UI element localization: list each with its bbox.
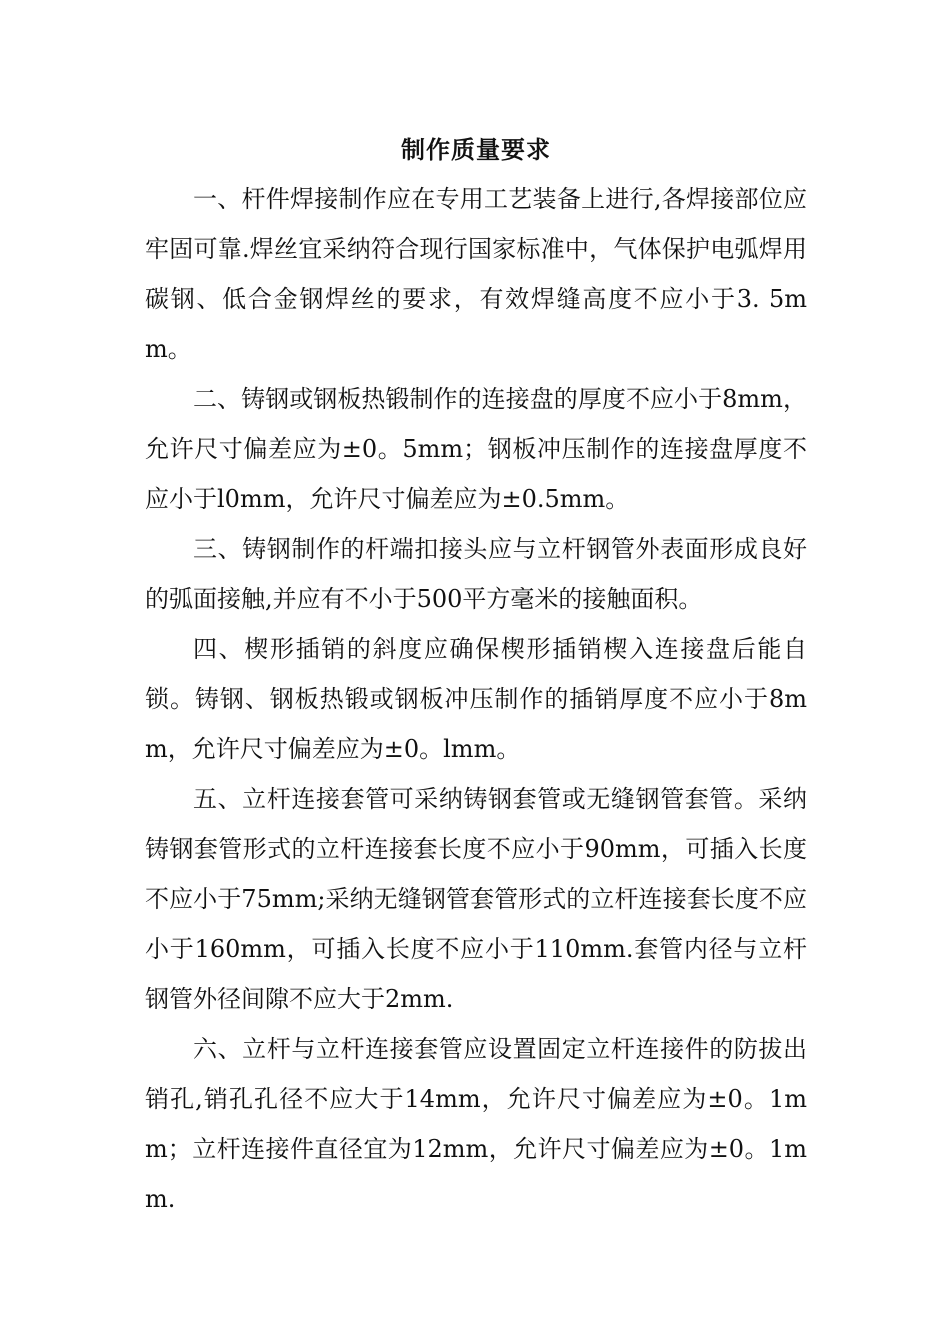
paragraph-4: 四、楔形插销的斜度应确保楔形插销楔入连接盘后能自锁。铸钢、钢板热锻或钢板冲压制作的插销厚度不应小于8mm，允许尺寸偏差应为±0。lmm。	[145, 635, 807, 763]
paragraph-6: 六、立杆与立杆连接套管应设置固定立杆连接件的防拔出销孔,销孔孔径不应大于14mm，允许尺寸偏差应为±0。1mm；立杆连接件直径宜为12mm，允许尺寸偏差应为±0。1mm.	[145, 1035, 807, 1213]
paragraph-3: 三、铸钢制作的杆端扣接头应与立杆钢管外表面形成良好的弧面接触,并应有不小于500平方毫米的接触面积。	[145, 535, 807, 613]
paragraph-2: 二、铸钢或钢板热锻制作的连接盘的厚度不应小于8mm，允许尺寸偏差应为±0。5mm；钢板冲压制作的连接盘厚度不应小于l0mm，允许尺寸偏差应为±0.5mm。	[145, 385, 807, 513]
paragraph-1: 一、杆件焊接制作应在专用工艺装备上进行,各焊接部位应牢固可靠.焊丝宜采纳符合现行国家标准中，气体保护电弧焊用碳钢、低合金钢焊丝的要求，有效焊缝高度不应小于3. 5mm。	[145, 185, 807, 363]
paragraph-5: 五、立杆连接套管可采纳铸钢套管或无缝钢管套管。采纳铸钢套管形式的立杆连接套长度不应小于90mm，可插入长度不应小于75mm;采纳无缝钢管套管形式的立杆连接套长度不应小于160mm，可插入长度不应小于110mm.套管内径与立杆钢管外径间隙不应大于2mm.	[145, 785, 807, 1013]
document-title: 制作质量要求	[401, 135, 551, 164]
document-page	[145, 128, 807, 1224]
